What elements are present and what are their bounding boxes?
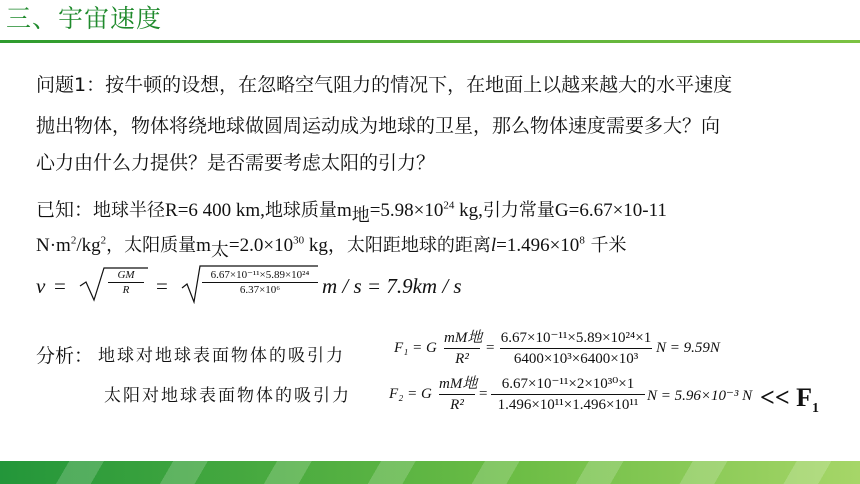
f2-symbolic-fraction bbox=[439, 374, 478, 415]
footer-stripes bbox=[0, 461, 860, 484]
earth-radius-label: 地球半径 bbox=[93, 200, 166, 221]
sun-mass-symbol: m bbox=[196, 235, 211, 256]
f1-symbolic-fraction bbox=[444, 328, 483, 369]
velocity-formula bbox=[36, 266, 556, 306]
f1-symbolic-den: R² bbox=[444, 348, 480, 369]
f1-lhs: F₁ = G bbox=[394, 340, 437, 356]
title-underline bbox=[0, 40, 860, 43]
velocity-result: m / s = 7.9km / s bbox=[322, 274, 462, 298]
f2-result: N = 5.96×10⁻³ N bbox=[647, 388, 753, 404]
unit-nm-exp: 2 bbox=[70, 234, 77, 247]
sqrt-numeric bbox=[180, 264, 320, 304]
f2-formula bbox=[389, 372, 753, 416]
sun-distance-exponent: 8 bbox=[579, 234, 585, 247]
r-denominator: R bbox=[122, 284, 130, 296]
sun-mass-label: ，太阳质量 bbox=[106, 235, 197, 256]
sun-mass-unit: kg， bbox=[304, 235, 347, 256]
analysis-line-1: 地球对地球表面物体的吸引力 bbox=[98, 346, 345, 366]
grav-constant-value: G=6.67×10-11 bbox=[554, 200, 667, 221]
unit-kg: /kg bbox=[76, 235, 101, 256]
equals-sign-1: = bbox=[54, 274, 66, 298]
numeric-fraction bbox=[202, 268, 318, 296]
sqrt-gm-over-r bbox=[78, 266, 150, 302]
sun-distance-unit: 千米 bbox=[584, 235, 627, 256]
earth-mass-exponent: 24 bbox=[443, 199, 455, 212]
comparison-note bbox=[760, 383, 820, 417]
velocity-symbol: v bbox=[36, 274, 46, 298]
sun-distance-label: 太阳距地球的距离 bbox=[346, 235, 491, 256]
sun-mass-exponent: 30 bbox=[293, 234, 305, 247]
known-line-2 bbox=[36, 234, 627, 261]
title-bar bbox=[0, 0, 860, 40]
question-line-2: 抛出物体，物体将绕地球做圆周运动成为地球的卫星，那么物体速度需要多大？向 bbox=[36, 115, 721, 137]
question-line-3: 心力由什么力提供？是否需要考虑太阳的引力？ bbox=[36, 152, 436, 174]
f1-result: N = 9.59N bbox=[656, 340, 720, 356]
earth-radius-value: R=6 400 km, bbox=[165, 200, 265, 221]
question-line-1: 问题1：按牛顿的设想，在忽略空气阻力的情况下，在地面上以越来越大的水平速度 bbox=[36, 74, 733, 96]
sun-mass-value: =2.0×10 bbox=[228, 235, 294, 256]
f2-symbolic-num: mM地 bbox=[439, 376, 478, 392]
comparison-text: << F bbox=[760, 383, 813, 412]
earth-mass-value: =5.98×10 bbox=[369, 200, 444, 221]
sun-distance-symbol: l bbox=[490, 235, 497, 256]
sun-mass-subscript: 太 bbox=[210, 239, 229, 261]
analysis-line-2: 太阳对地球表面物体的吸引力 bbox=[104, 386, 351, 406]
grav-constant-label: 引力常量 bbox=[482, 200, 555, 221]
earth-mass-unit: kg, bbox=[454, 200, 483, 221]
f2-numeric-den: 1.496×10¹¹×1.496×10¹¹ bbox=[491, 394, 645, 415]
analysis-label: 分析： bbox=[36, 345, 94, 367]
known-label: 已知： bbox=[36, 199, 94, 221]
f2-lhs: F₂ = G bbox=[389, 386, 432, 402]
f2-symbolic-den: R² bbox=[439, 394, 475, 415]
gm-numerator: GM bbox=[117, 269, 135, 281]
earth-mass-symbol: m bbox=[336, 200, 352, 221]
earth-mass-subscript: 地 bbox=[351, 204, 370, 226]
sun-distance-value: =1.496×10 bbox=[496, 235, 580, 256]
f1-symbolic-num: mM地 bbox=[444, 330, 483, 346]
f1-formula bbox=[394, 328, 744, 372]
f1-numeric-num: 6.67×10⁻¹¹×5.89×10²⁴×1 bbox=[500, 330, 652, 346]
equals-sign-2: = bbox=[156, 274, 168, 298]
f2-numeric-fraction bbox=[491, 374, 645, 415]
unit-nm: N·m bbox=[36, 235, 71, 256]
gm-over-r-fraction bbox=[108, 269, 144, 296]
f1-numeric-fraction bbox=[500, 328, 652, 369]
numeric-numerator: 6.67×10⁻¹¹×5.89×10²⁴ bbox=[210, 269, 310, 281]
f1-equals: = bbox=[486, 340, 495, 356]
f2-equals: = bbox=[479, 386, 488, 402]
earth-mass-label: 地球质量 bbox=[264, 200, 337, 221]
unit-kg-exp: 2 bbox=[100, 234, 107, 247]
numeric-denominator: 6.37×10⁶ bbox=[239, 284, 281, 296]
f1-numeric-den: 6400×10³×6400×10³ bbox=[500, 348, 652, 369]
comparison-subscript: 1 bbox=[812, 401, 820, 417]
known-line-1 bbox=[36, 198, 667, 226]
slide-title: 三、宇宙速度 bbox=[6, 4, 163, 33]
f2-numeric-num: 6.67×10⁻¹¹×2×10³⁰×1 bbox=[501, 376, 635, 392]
